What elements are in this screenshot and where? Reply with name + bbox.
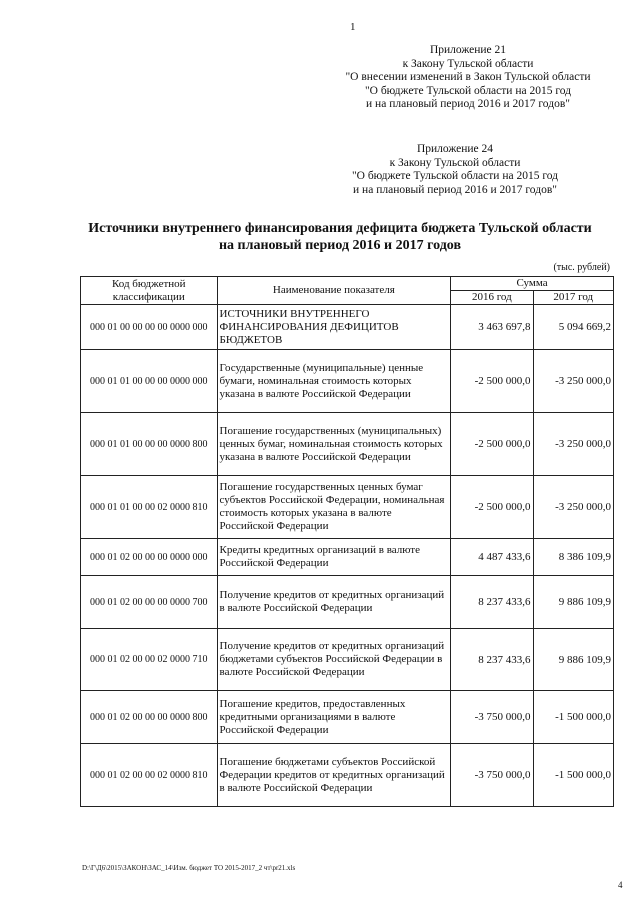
- header-sum: Сумма: [451, 277, 614, 291]
- row-name: Погашение государственных (муниципальных) ценных бумаг, номинальная стоимость которых указана в валюте Российской Федерации: [217, 413, 451, 476]
- document-title: [60, 220, 620, 254]
- corner-mark: 4: [618, 880, 623, 890]
- row-value-2017: 9 886 109,9: [533, 576, 613, 629]
- row-value-2016: -2 500 000,0: [451, 413, 533, 476]
- table-row: [81, 744, 614, 807]
- row-code: 000 01 01 00 00 02 0000 810: [81, 476, 218, 539]
- annex-21-header: [318, 44, 618, 112]
- table-row: [81, 539, 614, 576]
- table-row: [81, 576, 614, 629]
- row-name: Получение кредитов от кредитных организаций в валюте Российской Федерации: [217, 576, 451, 629]
- row-value-2017: -1 500 000,0: [533, 691, 613, 744]
- row-value-2017: -3 250 000,0: [533, 476, 613, 539]
- header-name: Наименование показателя: [217, 277, 451, 305]
- row-code: 000 01 02 00 00 02 0000 810: [81, 744, 218, 807]
- table-row: [81, 413, 614, 476]
- row-value-2016: -2 500 000,0: [451, 350, 533, 413]
- row-value-2017: -1 500 000,0: [533, 744, 613, 807]
- header-code: Код бюджетной классификации: [81, 277, 218, 305]
- row-name: Погашение бюджетами субъектов Российской Федерации кредитов от кредитных организаций в валюте Российской Федерации: [217, 744, 451, 807]
- row-value-2016: -2 500 000,0: [451, 476, 533, 539]
- table-row: [81, 691, 614, 744]
- row-code: 000 01 02 00 00 00 0000 700: [81, 576, 218, 629]
- table-row: [81, 305, 614, 350]
- document-title-line: Источники внутреннего финансирования дефицита бюджета Тульской области: [88, 221, 592, 236]
- row-value-2017: 9 886 109,9: [533, 629, 613, 691]
- row-code: 000 01 01 00 00 00 0000 000: [81, 350, 218, 413]
- annex-21-line: к Закону Тульской области: [402, 57, 534, 70]
- annex-21-line: "О внесении изменений в Закон Тульской области: [345, 71, 591, 83]
- row-value-2016: 3 463 697,8: [451, 305, 533, 350]
- annex-24-line: Приложение 24: [416, 143, 494, 155]
- row-value-2017: -3 250 000,0: [533, 413, 613, 476]
- document-title-line: на плановый период 2016 и 2017 годов: [218, 238, 462, 253]
- annex-21-line: и на плановый период 2016 и 2017 годов": [366, 98, 570, 110]
- row-value-2017: 5 094 669,2: [533, 305, 613, 350]
- table-row: [81, 350, 614, 413]
- row-name: ИСТОЧНИКИ ВНУТРЕННЕГО ФИНАНСИРОВАНИЯ ДЕФИЦИТОВ БЮДЖЕТОВ: [217, 305, 451, 350]
- table-row: [81, 476, 614, 539]
- row-value-2016: 4 487 433,6: [451, 539, 533, 576]
- row-value-2016: 8 237 433,6: [451, 576, 533, 629]
- units-note: (тыс. рублей): [553, 262, 610, 273]
- financing-sources-table: [80, 276, 614, 807]
- row-name: Погашение государственных ценных бумаг субъектов Российской Федерации, номинальная стоимость которых указана в валюте Российской Федерации: [217, 476, 451, 539]
- row-code: 000 01 00 00 00 00 0000 000: [81, 305, 218, 350]
- annex-24-line: "О бюджете Тульской области на 2015 год: [351, 170, 559, 182]
- page-number: 1: [350, 21, 356, 33]
- header-year-2016: 2016 год: [451, 291, 533, 305]
- row-name: Кредиты кредитных организаций в валюте Российской Федерации: [217, 539, 451, 576]
- row-value-2016: -3 750 000,0: [451, 691, 533, 744]
- annex-24-line: и на плановый период 2016 и 2017 годов": [353, 183, 557, 196]
- annex-24-header: [305, 143, 605, 197]
- row-name: Государственные (муниципальные) ценные бумаги, номинальная стоимость которых указана в валюте Российской Федерации: [217, 350, 451, 413]
- row-name: Погашение кредитов, предоставленных кредитными организациями в валюте Российской Федерации: [217, 691, 451, 744]
- row-code: 000 01 02 00 00 02 0000 710: [81, 629, 218, 691]
- file-path-footer: D:\Г\Д6\2015\ЗАКОН\ЗАС_14\Изм. бюджет ТО 2015-2017_2 чт\pr21.xls: [82, 864, 296, 872]
- table-row: [81, 629, 614, 691]
- row-code: 000 01 02 00 00 00 0000 800: [81, 691, 218, 744]
- row-value-2016: -3 750 000,0: [451, 744, 533, 807]
- row-code: 000 01 01 00 00 00 0000 800: [81, 413, 218, 476]
- row-value-2017: 8 386 109,9: [533, 539, 613, 576]
- row-value-2016: 8 237 433,6: [451, 629, 533, 691]
- row-code: 000 01 02 00 00 00 0000 000: [81, 539, 218, 576]
- annex-21-line: Приложение 21: [429, 44, 507, 56]
- row-value-2017: -3 250 000,0: [533, 350, 613, 413]
- header-year-2017: 2017 год: [533, 291, 613, 305]
- annex-21-line: "О бюджете Тульской области на 2015 год: [364, 84, 572, 97]
- annex-24-line: к Закону Тульской области: [389, 156, 521, 169]
- row-name: Получение кредитов от кредитных организаций бюджетами субъектов Российской Федерации в валюте Российской Федерации: [217, 629, 451, 691]
